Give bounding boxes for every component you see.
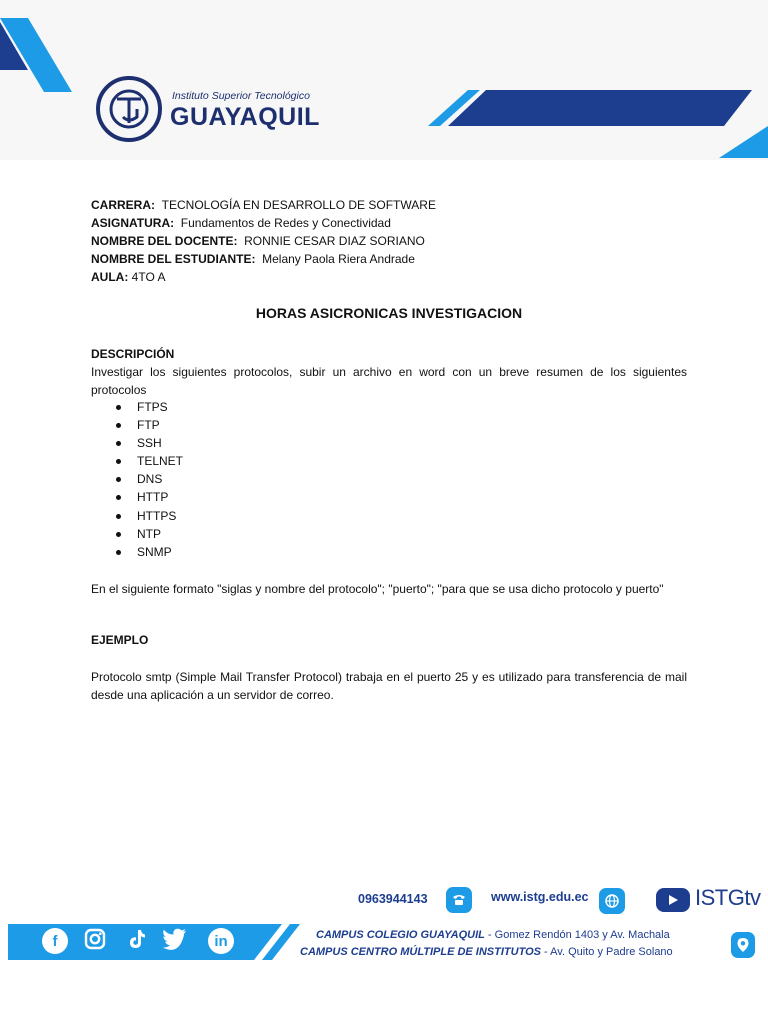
list-item: SSH: [116, 434, 316, 452]
example-text: Protocolo smtp (Simple Mail Transfer Protocol) trabaja en el puerto 25 y es utilizado para transferencia de mail desde una aplicación a un servidor de correo.: [91, 670, 687, 702]
protocol-list: [116, 398, 316, 561]
campus-colegio-address: [316, 929, 670, 941]
meta-docente: [91, 232, 691, 250]
list-item: HTTP: [116, 488, 316, 506]
logo-monogram-icon: [107, 87, 151, 131]
phone-icon[interactable]: [446, 887, 472, 913]
list-item: SNMP: [116, 543, 316, 561]
description-text: Investigar los siguientes protocolos, subir un archivo en word con un breve resumen de los siguientes protocolos: [91, 365, 687, 397]
list-item: NTP: [116, 525, 316, 543]
meta-estudiante: [91, 250, 691, 268]
campus-name: CAMPUS CENTRO MÚLTIPLE DE INSTITUTOS: [300, 946, 541, 958]
logo-title: GUAYAQUIL: [170, 103, 320, 131]
globe-icon[interactable]: [599, 888, 625, 914]
meta-label: AULA:: [91, 270, 129, 284]
istg-tv-label[interactable]: ISTGtv: [695, 885, 761, 910]
instagram-icon[interactable]: [82, 926, 108, 952]
facebook-icon[interactable]: f: [42, 928, 68, 954]
phone-number[interactable]: 0963944143: [358, 892, 428, 906]
meta-value: Melany Paola Riera Andrade: [262, 252, 415, 266]
campus-address: - Gomez Rendón 1403 y Av. Machala: [484, 929, 670, 941]
meta-asignatura: [91, 214, 691, 232]
logo-subtitle: Instituto Superior Tecnológico: [172, 90, 310, 102]
meta-carrera: [91, 196, 691, 214]
campus-name: CAMPUS COLEGIO GUAYAQUIL: [316, 929, 485, 941]
description-section: [91, 345, 687, 399]
list-item: DNS: [116, 470, 316, 488]
document-title: HORAS ASICRONICAS INVESTIGACION: [255, 305, 523, 321]
meta-value: 4TO A: [131, 270, 166, 284]
list-item: FTPS: [116, 398, 316, 416]
meta-label: CARRERA:: [91, 198, 155, 212]
meta-label: NOMBRE DEL DOCENTE:: [91, 234, 238, 248]
meta-value: Fundamentos de Redes y Conectividad: [180, 216, 391, 230]
website-link[interactable]: www.istg.edu.ec: [491, 890, 589, 904]
youtube-icon[interactable]: [656, 888, 690, 912]
example-heading: EJEMPLO: [91, 633, 149, 647]
meta-aula: [91, 268, 691, 286]
institute-logo: [96, 76, 336, 146]
meta-label: NOMBRE DEL ESTUDIANTE:: [91, 252, 256, 266]
meta-value: TECNOLOGÍA EN DESARROLLO DE SOFTWARE: [161, 198, 436, 212]
campus-centro-address: [300, 946, 673, 958]
footer-social-bar: [0, 920, 768, 962]
campus-address: - Av. Quito y Padre Solano: [541, 946, 673, 958]
location-pin-icon[interactable]: [731, 932, 755, 958]
document-metadata: [91, 196, 691, 286]
meta-label: ASIGNATURA:: [91, 216, 175, 230]
footer-contact-row: [0, 882, 768, 918]
twitter-icon[interactable]: [162, 926, 188, 952]
list-item: HTTPS: [116, 507, 316, 525]
list-item: FTP: [116, 416, 316, 434]
logo-emblem: [96, 76, 162, 142]
tiktok-icon[interactable]: [124, 926, 150, 952]
list-item: TELNET: [116, 452, 316, 470]
description-heading: DESCRIPCIÓN: [91, 347, 175, 361]
meta-value: RONNIE CESAR DIAZ SORIANO: [244, 234, 425, 248]
format-instructions: En el siguiente formato "siglas y nombre del protocolo"; "puerto"; "para que se usa dicho protocolo y puerto": [91, 582, 664, 596]
linkedin-icon[interactable]: in: [208, 928, 234, 954]
